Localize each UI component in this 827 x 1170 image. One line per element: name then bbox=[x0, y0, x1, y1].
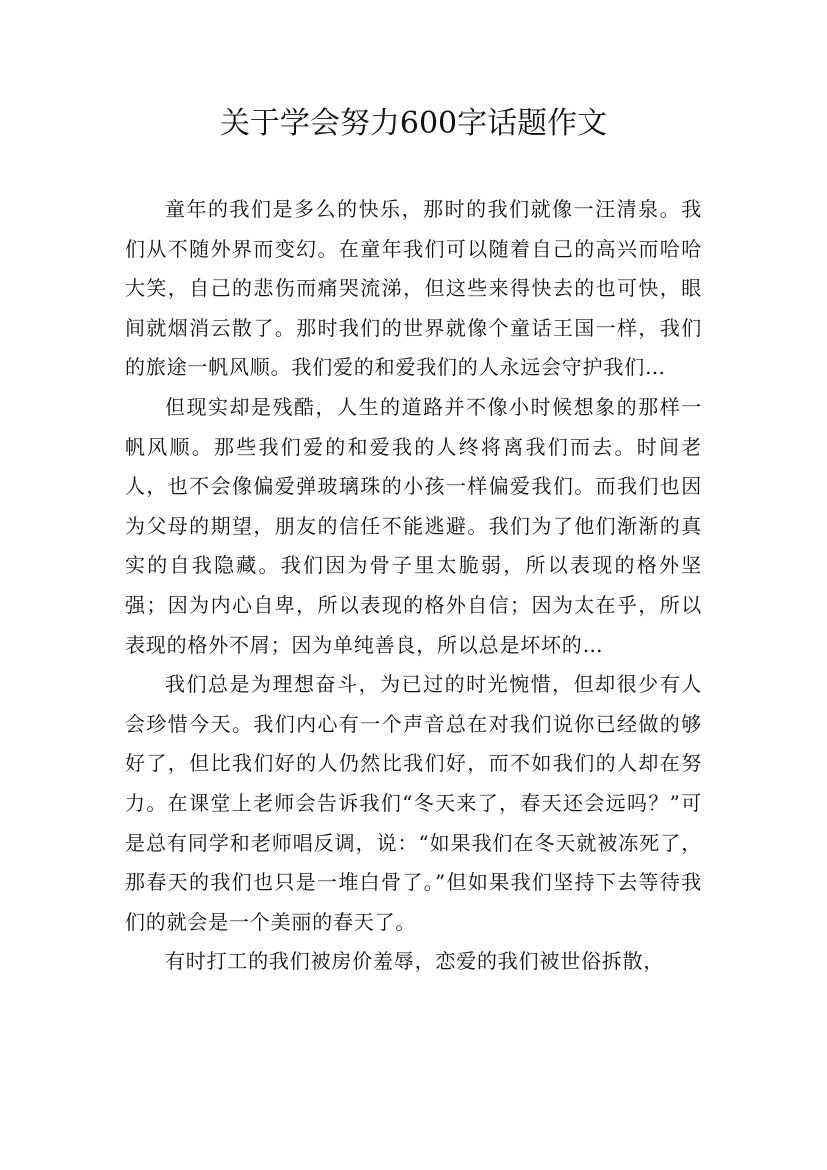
document-title: 关于学会努力600字话题作文 bbox=[219, 106, 608, 141]
document-body bbox=[125, 190, 702, 982]
paragraph-2: 但现实却是残酷，人生的道路并不像小时候想象的那样一帆风顺。那些我们爱的和爱我的人终将离我们而去。时间老人，也不会像偏爱弹玻璃珠的小孩一样偏爱我们。而我们也因为父母的期望，朋友的信任不能逃避。我们为了他们渐渐的真实的自我隐藏。我们因为骨子里太脆弱，所以表现的格外坚强；因为内心自卑，所以表现的格外自信；因为太在乎，所以表现的格外不屑；因为单纯善良，所以总是坏坏的… bbox=[125, 394, 702, 657]
paragraph-1: 童年的我们是多么的快乐，那时的我们就像一汪清泉。我们从不随外界而变幻。在童年我们可以随着自己的高兴而哈哈大笑，自己的悲伤而痛哭流涕，但这些来得快去的也可快，眼间就烟消云散了。那时我们的世界就像个童话王国一样，我们的旅途一帆风顺。我们爱的和爱我们的人永远会守护我们… bbox=[125, 197, 702, 380]
paragraph-4: 有时打工的我们被房价羞辱，恋爱的我们被世俗拆散， bbox=[165, 949, 665, 974]
paragraph-3: 我们总是为理想奋斗，为已过的时光惋惜，但却很少有人会珍惜今天。我们内心有一个声音总在对我们说你已经做的够好了，但比我们好的人仍然比我们好，而不如我们的人却在努力。在课堂上老师会告诉我们“冬天来了，春天还会远吗？”可是总有同学和老师唱反调，说：“如果我们在冬天就被冻死了，那春天的我们也只是一堆白骨了。”但如果我们坚持下去等待我们的就会是一个美丽的春天了。 bbox=[125, 672, 702, 934]
